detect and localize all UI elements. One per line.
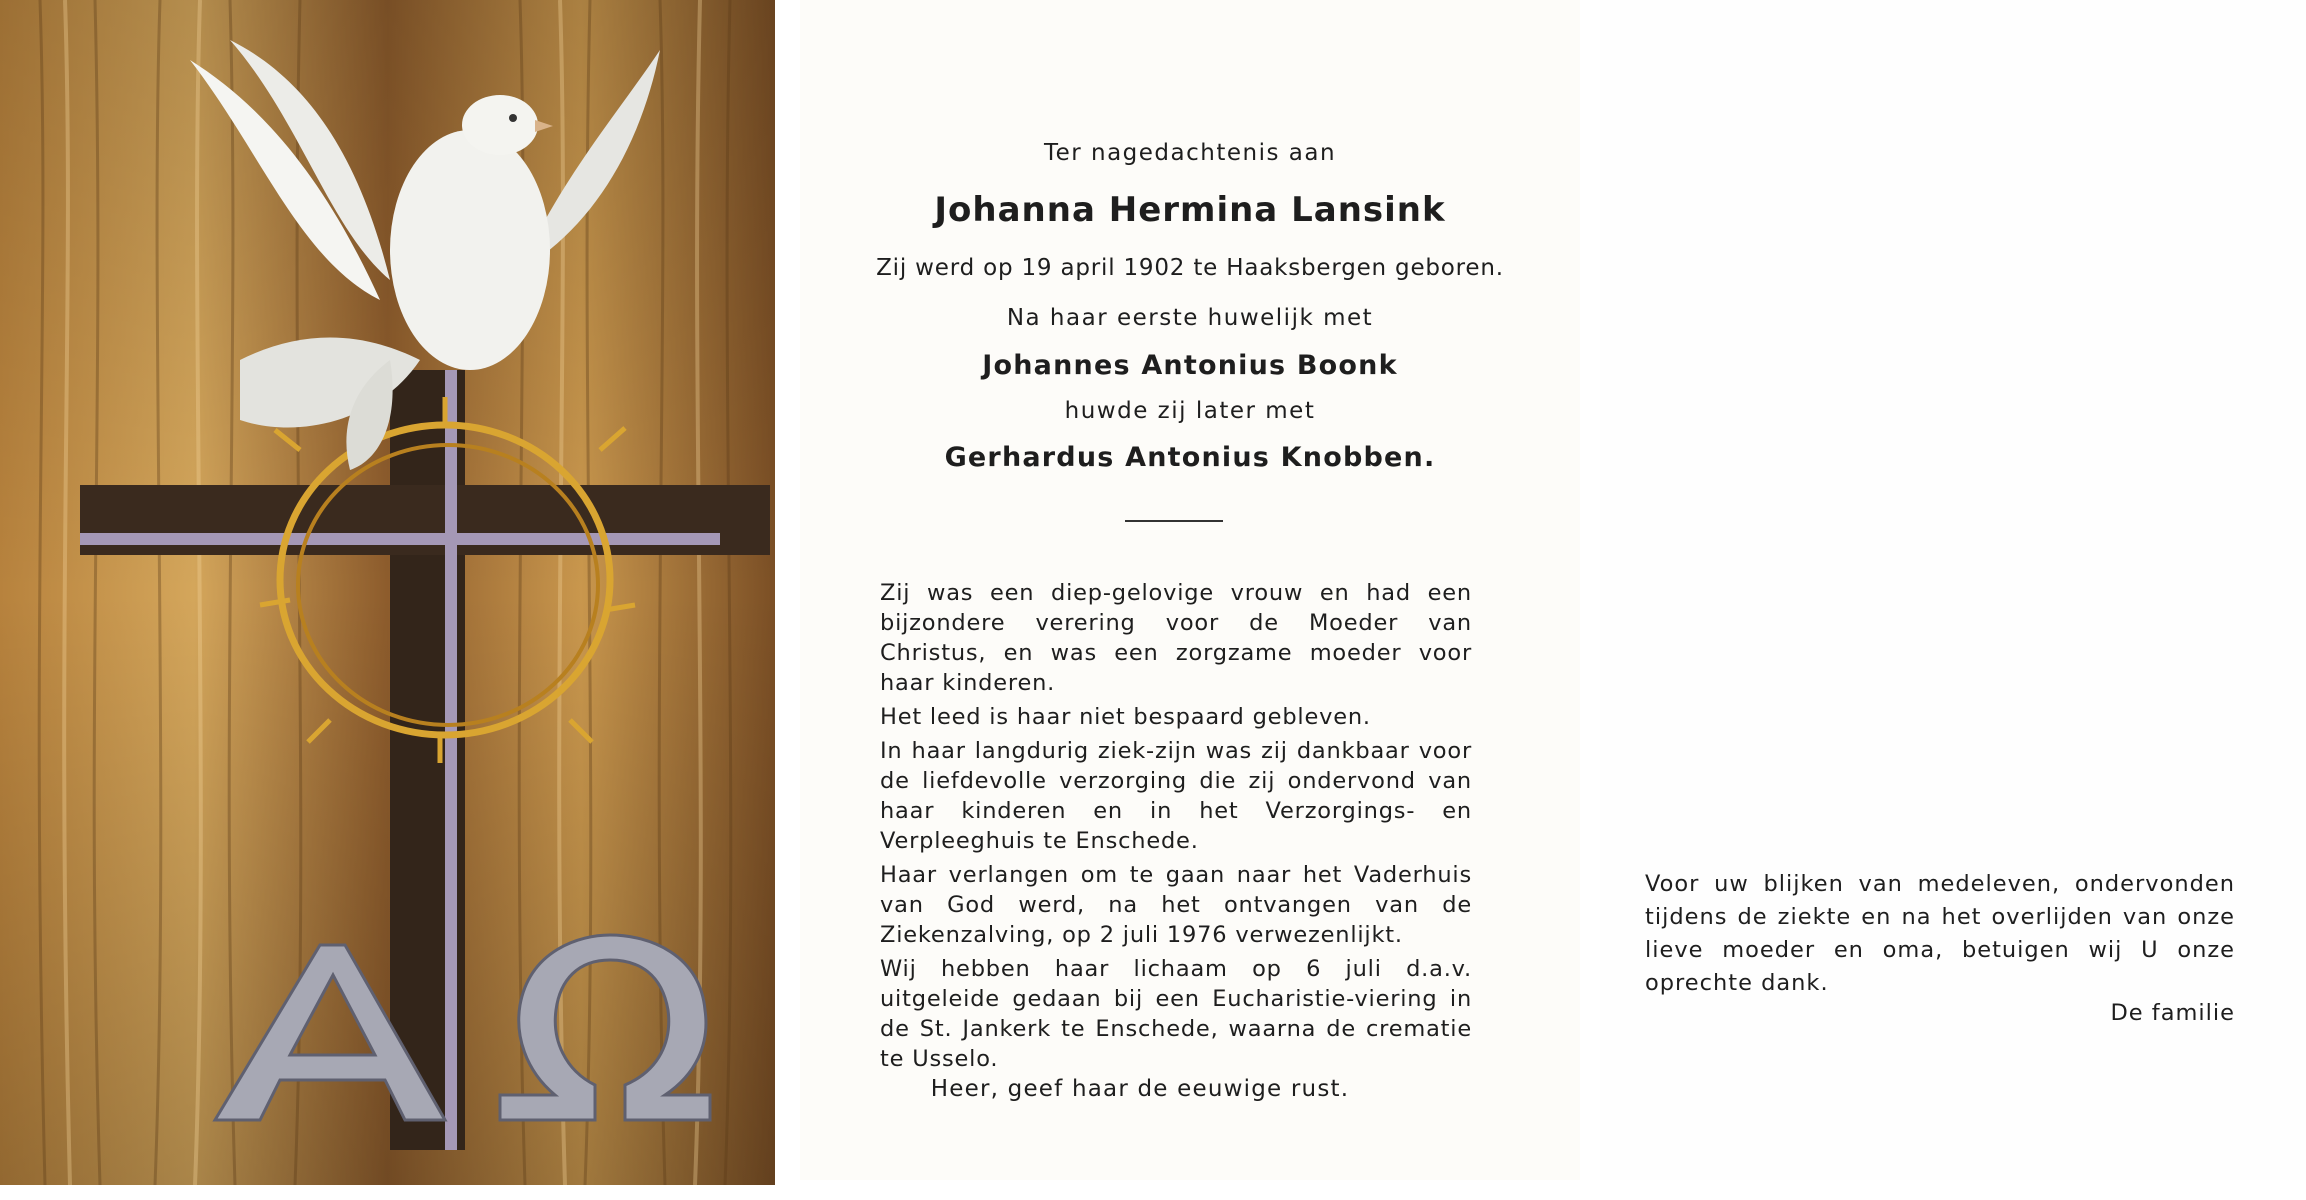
obituary-panel bbox=[800, 0, 1580, 1180]
paragraph: Haar verlangen om te gaan naar het Vaderhuis van God werd, na het ontvangen van de Ziekenzalving, op 2 juli 1976 verwezenlijkt. bbox=[880, 862, 1472, 948]
biography-text bbox=[880, 578, 1472, 1078]
second-husband-name: Gerhardus Antonius Knobben. bbox=[944, 442, 1436, 473]
second-marriage-text: huwde zij later met bbox=[1064, 398, 1316, 424]
first-marriage-text: Na haar eerste huwelijk met bbox=[1006, 305, 1374, 331]
intro-text: Ter nagedachtenis aan bbox=[1043, 140, 1337, 166]
divider-line bbox=[1125, 520, 1223, 522]
paragraph: Het leed is haar niet bespaard gebleven. bbox=[880, 704, 1371, 730]
birth-text: Zij werd op 19 april 1902 te Haaksbergen geboren. bbox=[876, 255, 1504, 281]
deceased-name: Johanna Hermina Lansink bbox=[934, 190, 1446, 230]
illustration-panel bbox=[0, 0, 775, 1200]
family-signature: De familie bbox=[2110, 1000, 2235, 1026]
paragraph: In haar langdurig ziek-zijn was zij dankbaar voor de liefdevolle verzorging die zij ondervond van haar kinderen en in het Verzorgings- en Verpleeghuis te Enschede. bbox=[880, 738, 1472, 854]
closing-prayer: Heer, geef haar de eeuwige rust. bbox=[930, 1076, 1350, 1102]
thanks-text: Voor uw blijken van medeleven, ondervonden tijdens de ziekte en na het overlijden van onze lieve moeder en oma, betuigen wij U onze oprechte dank. bbox=[1645, 871, 2235, 996]
first-husband-name: Johannes Antonius Boonk bbox=[982, 350, 1398, 381]
devotional-illustration bbox=[0, 0, 775, 1190]
paragraph: Wij hebben haar lichaam op 6 juli d.a.v. uitgeleide gedaan bij een Eucharistie-viering in de St. Jankerk te Enschede, waarna de crematie te Usselo. bbox=[880, 956, 1472, 1072]
paragraph: Zij was een diep-gelovige vrouw en had een bijzondere verering voor de Moeder van Christus, en was een zorgzame moeder voor haar kinderen. bbox=[880, 580, 1472, 696]
thanks-panel bbox=[1600, 0, 2306, 1180]
